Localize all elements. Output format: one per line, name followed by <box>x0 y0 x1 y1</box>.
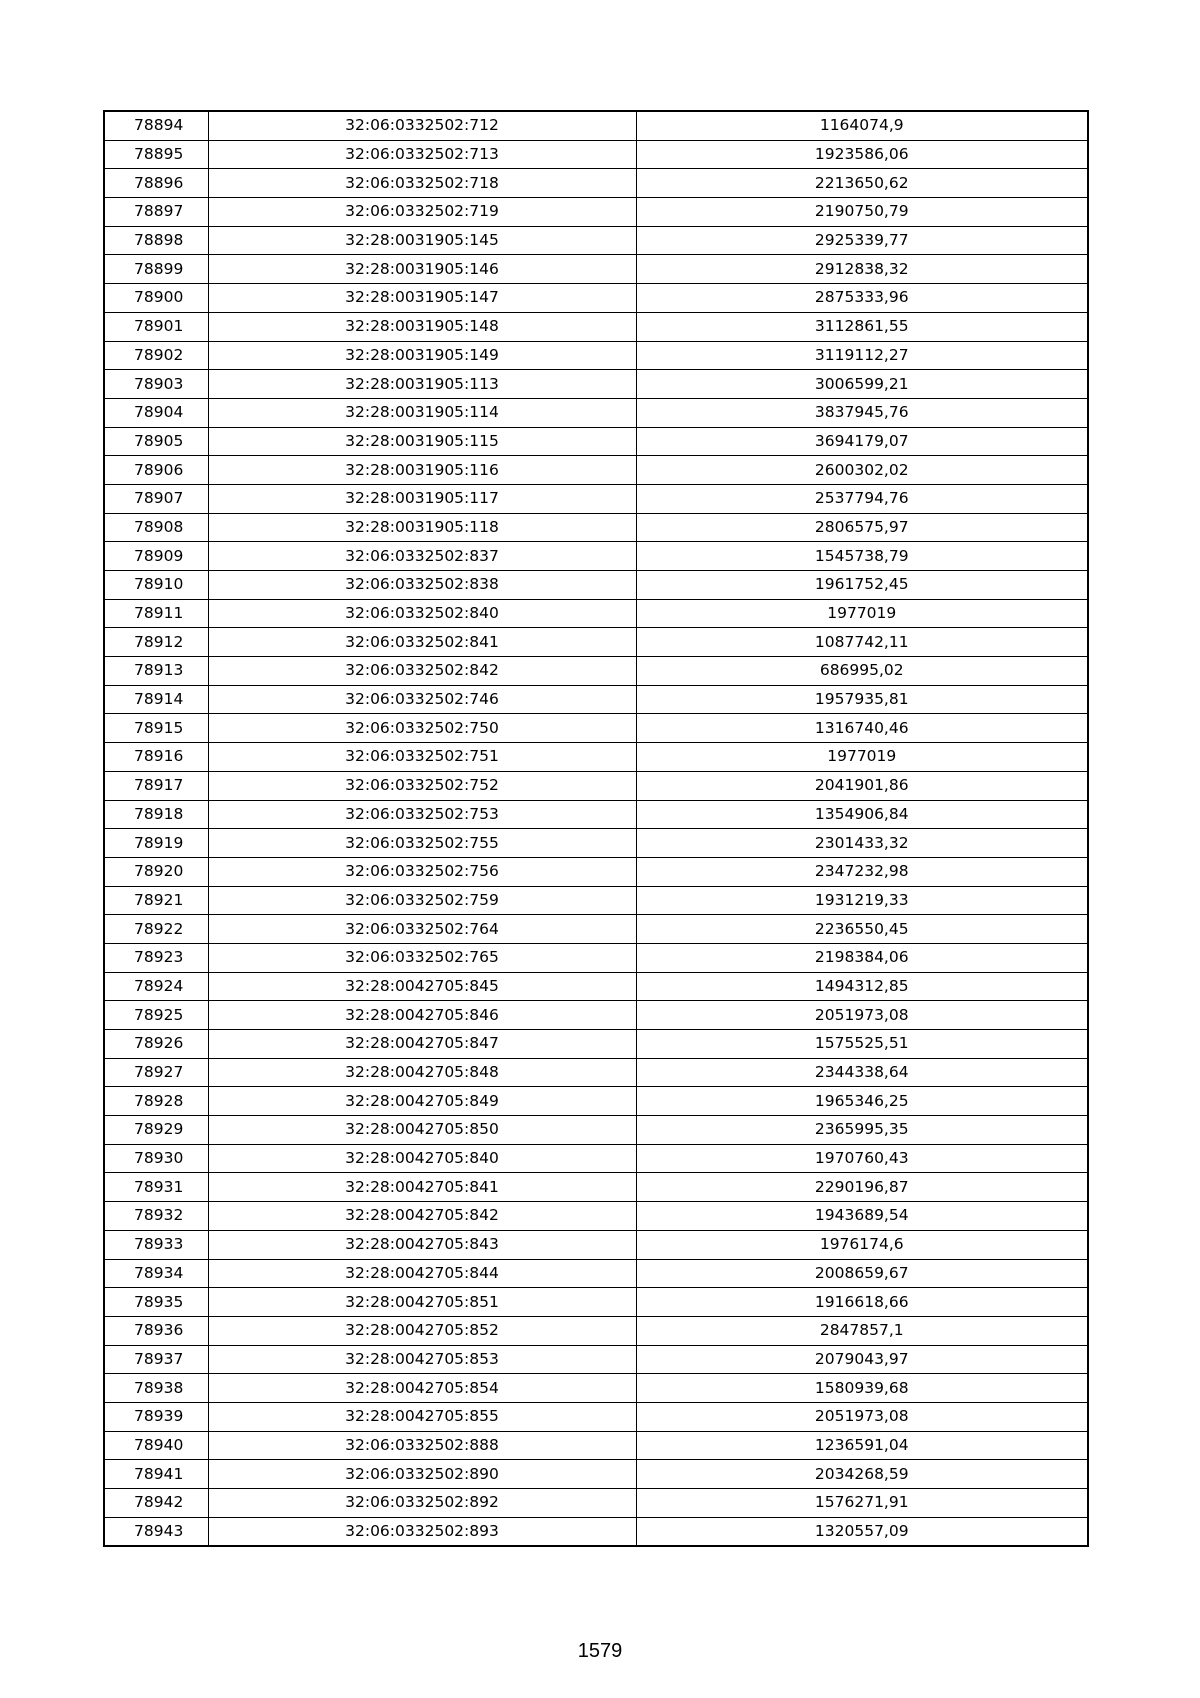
row-number-cell: 78934 <box>104 1259 208 1288</box>
value-cell: 1236591,04 <box>636 1431 1088 1460</box>
cadastral-number-cell: 32:06:0332502:840 <box>208 599 636 628</box>
cadastral-number-cell: 32:06:0332502:718 <box>208 169 636 198</box>
value-cell: 1923586,06 <box>636 140 1088 169</box>
value-cell: 1580939,68 <box>636 1374 1088 1403</box>
cadastral-number-cell: 32:06:0332502:838 <box>208 571 636 600</box>
cadastral-number-cell: 32:06:0332502:888 <box>208 1431 636 1460</box>
value-cell: 2600302,02 <box>636 456 1088 485</box>
row-number-cell: 78929 <box>104 1116 208 1145</box>
value-cell: 2925339,77 <box>636 226 1088 255</box>
row-number-cell: 78896 <box>104 169 208 198</box>
cadastral-number-cell: 32:28:0042705:849 <box>208 1087 636 1116</box>
value-cell: 2008659,67 <box>636 1259 1088 1288</box>
row-number-cell: 78911 <box>104 599 208 628</box>
page-number: 1579 <box>577 1640 623 1662</box>
row-number-cell: 78897 <box>104 198 208 227</box>
row-number-cell: 78912 <box>104 628 208 657</box>
cadastral-number-cell: 32:28:0042705:850 <box>208 1116 636 1145</box>
value-cell: 2912838,32 <box>636 255 1088 284</box>
row-number-cell: 78926 <box>104 1030 208 1059</box>
table-row <box>104 628 1088 657</box>
table-row <box>104 771 1088 800</box>
row-number-cell: 78909 <box>104 542 208 571</box>
row-number-cell: 78898 <box>104 226 208 255</box>
table-row <box>104 1517 1088 1546</box>
cadastral-number-cell: 32:06:0332502:841 <box>208 628 636 657</box>
row-number-cell: 78916 <box>104 743 208 772</box>
row-number-cell: 78910 <box>104 571 208 600</box>
value-cell: 2079043,97 <box>636 1345 1088 1374</box>
value-cell: 2190750,79 <box>636 198 1088 227</box>
row-number-cell: 78939 <box>104 1402 208 1431</box>
cadastral-number-cell: 32:06:0332502:750 <box>208 714 636 743</box>
cadastral-number-cell: 32:28:0031905:118 <box>208 513 636 542</box>
row-number-cell: 78903 <box>104 370 208 399</box>
cadastral-number-cell: 32:06:0332502:765 <box>208 943 636 972</box>
table-row <box>104 1030 1088 1059</box>
table-row <box>104 571 1088 600</box>
cadastral-number-cell: 32:28:0042705:848 <box>208 1058 636 1087</box>
cadastral-number-cell: 32:06:0332502:753 <box>208 800 636 829</box>
data-table <box>103 110 1089 1547</box>
value-cell: 686995,02 <box>636 657 1088 686</box>
value-cell: 2041901,86 <box>636 771 1088 800</box>
value-cell: 3119112,27 <box>636 341 1088 370</box>
cadastral-number-cell: 32:06:0332502:764 <box>208 915 636 944</box>
cadastral-number-cell: 32:28:0042705:842 <box>208 1202 636 1231</box>
table-row <box>104 599 1088 628</box>
value-cell: 2875333,96 <box>636 284 1088 313</box>
cadastral-number-cell: 32:28:0042705:845 <box>208 972 636 1001</box>
row-number-cell: 78894 <box>104 111 208 140</box>
row-number-cell: 78917 <box>104 771 208 800</box>
cadastral-number-cell: 32:28:0042705:843 <box>208 1230 636 1259</box>
value-cell: 1970760,43 <box>636 1144 1088 1173</box>
value-cell: 2365995,35 <box>636 1116 1088 1145</box>
value-cell: 1545738,79 <box>636 542 1088 571</box>
row-number-cell: 78922 <box>104 915 208 944</box>
row-number-cell: 78906 <box>104 456 208 485</box>
row-number-cell: 78925 <box>104 1001 208 1030</box>
cadastral-number-cell: 32:06:0332502:755 <box>208 829 636 858</box>
value-cell: 1961752,45 <box>636 571 1088 600</box>
row-number-cell: 78899 <box>104 255 208 284</box>
value-cell: 2806575,97 <box>636 513 1088 542</box>
cadastral-number-cell: 32:28:0031905:147 <box>208 284 636 313</box>
value-cell: 1965346,25 <box>636 1087 1088 1116</box>
cadastral-number-cell: 32:06:0332502:893 <box>208 1517 636 1546</box>
table-row <box>104 513 1088 542</box>
table-row <box>104 972 1088 1001</box>
value-cell: 3112861,55 <box>636 312 1088 341</box>
value-cell: 2347232,98 <box>636 857 1088 886</box>
value-cell: 2051973,08 <box>636 1001 1088 1030</box>
cadastral-number-cell: 32:28:0042705:841 <box>208 1173 636 1202</box>
table-row <box>104 1316 1088 1345</box>
table-row <box>104 1402 1088 1431</box>
table-row <box>104 1431 1088 1460</box>
cadastral-number-cell: 32:28:0042705:854 <box>208 1374 636 1403</box>
cadastral-number-cell: 32:28:0042705:851 <box>208 1288 636 1317</box>
value-cell: 1576271,91 <box>636 1489 1088 1518</box>
table-row <box>104 284 1088 313</box>
table-row <box>104 1460 1088 1489</box>
cadastral-number-cell: 32:06:0332502:713 <box>208 140 636 169</box>
value-cell: 1977019 <box>636 599 1088 628</box>
table-row <box>104 1374 1088 1403</box>
row-number-cell: 78933 <box>104 1230 208 1259</box>
table-row <box>104 1230 1088 1259</box>
row-number-cell: 78942 <box>104 1489 208 1518</box>
cadastral-number-cell: 32:06:0332502:746 <box>208 685 636 714</box>
table-row <box>104 456 1088 485</box>
row-number-cell: 78921 <box>104 886 208 915</box>
row-number-cell: 78907 <box>104 484 208 513</box>
cadastral-number-cell: 32:06:0332502:890 <box>208 1460 636 1489</box>
value-cell: 1575525,51 <box>636 1030 1088 1059</box>
table-row <box>104 255 1088 284</box>
row-number-cell: 78900 <box>104 284 208 313</box>
cadastral-number-cell: 32:06:0332502:759 <box>208 886 636 915</box>
table-row <box>104 198 1088 227</box>
value-cell: 2290196,87 <box>636 1173 1088 1202</box>
table-row <box>104 140 1088 169</box>
cadastral-number-cell: 32:28:0031905:145 <box>208 226 636 255</box>
value-cell: 2847857,1 <box>636 1316 1088 1345</box>
value-cell: 2198384,06 <box>636 943 1088 972</box>
value-cell: 2051973,08 <box>636 1402 1088 1431</box>
row-number-cell: 78924 <box>104 972 208 1001</box>
cadastral-number-cell: 32:06:0332502:752 <box>208 771 636 800</box>
row-number-cell: 78914 <box>104 685 208 714</box>
cadastral-number-cell: 32:28:0031905:149 <box>208 341 636 370</box>
value-cell: 1316740,46 <box>636 714 1088 743</box>
cadastral-number-cell: 32:06:0332502:842 <box>208 657 636 686</box>
row-number-cell: 78943 <box>104 1517 208 1546</box>
row-number-cell: 78923 <box>104 943 208 972</box>
table-body <box>104 111 1088 1546</box>
cadastral-number-cell: 32:28:0042705:847 <box>208 1030 636 1059</box>
row-number-cell: 78908 <box>104 513 208 542</box>
table-row <box>104 169 1088 198</box>
cadastral-number-cell: 32:06:0332502:837 <box>208 542 636 571</box>
cadastral-number-cell: 32:28:0031905:146 <box>208 255 636 284</box>
value-cell: 2537794,76 <box>636 484 1088 513</box>
row-number-cell: 78918 <box>104 800 208 829</box>
value-cell: 2344338,64 <box>636 1058 1088 1087</box>
row-number-cell: 78913 <box>104 657 208 686</box>
table-row <box>104 341 1088 370</box>
row-number-cell: 78895 <box>104 140 208 169</box>
table-row <box>104 1288 1088 1317</box>
table-row <box>104 484 1088 513</box>
cadastral-number-cell: 32:28:0042705:853 <box>208 1345 636 1374</box>
table-row <box>104 857 1088 886</box>
table-row <box>104 800 1088 829</box>
row-number-cell: 78930 <box>104 1144 208 1173</box>
value-cell: 2301433,32 <box>636 829 1088 858</box>
value-cell: 3694179,07 <box>636 427 1088 456</box>
value-cell: 2236550,45 <box>636 915 1088 944</box>
row-number-cell: 78901 <box>104 312 208 341</box>
row-number-cell: 78927 <box>104 1058 208 1087</box>
table-row <box>104 743 1088 772</box>
row-number-cell: 78915 <box>104 714 208 743</box>
row-number-cell: 78932 <box>104 1202 208 1231</box>
value-cell: 1087742,11 <box>636 628 1088 657</box>
cadastral-number-cell: 32:28:0042705:840 <box>208 1144 636 1173</box>
table-row <box>104 398 1088 427</box>
cadastral-number-cell: 32:06:0332502:751 <box>208 743 636 772</box>
value-cell: 3006599,21 <box>636 370 1088 399</box>
cadastral-number-cell: 32:28:0031905:148 <box>208 312 636 341</box>
table-row <box>104 1001 1088 1030</box>
table-row <box>104 312 1088 341</box>
cadastral-number-cell: 32:28:0042705:852 <box>208 1316 636 1345</box>
value-cell: 1916618,66 <box>636 1288 1088 1317</box>
table-row <box>104 111 1088 140</box>
cadastral-number-cell: 32:28:0042705:855 <box>208 1402 636 1431</box>
table-row <box>104 1173 1088 1202</box>
cadastral-number-cell: 32:28:0031905:113 <box>208 370 636 399</box>
table-row <box>104 1144 1088 1173</box>
value-cell: 1164074,9 <box>636 111 1088 140</box>
table-row <box>104 1489 1088 1518</box>
cadastral-number-cell: 32:28:0031905:116 <box>208 456 636 485</box>
value-cell: 1957935,81 <box>636 685 1088 714</box>
value-cell: 1943689,54 <box>636 1202 1088 1231</box>
value-cell: 1494312,85 <box>636 972 1088 1001</box>
row-number-cell: 78920 <box>104 857 208 886</box>
value-cell: 1976174,6 <box>636 1230 1088 1259</box>
row-number-cell: 78905 <box>104 427 208 456</box>
value-cell: 1320557,09 <box>636 1517 1088 1546</box>
table-row <box>104 1259 1088 1288</box>
value-cell: 1977019 <box>636 743 1088 772</box>
table-row <box>104 226 1088 255</box>
table-row <box>104 829 1088 858</box>
cadastral-number-cell: 32:06:0332502:892 <box>208 1489 636 1518</box>
row-number-cell: 78902 <box>104 341 208 370</box>
cadastral-number-cell: 32:06:0332502:719 <box>208 198 636 227</box>
table-row <box>104 1116 1088 1145</box>
table-row <box>104 943 1088 972</box>
row-number-cell: 78904 <box>104 398 208 427</box>
table-row <box>104 542 1088 571</box>
cadastral-number-cell: 32:06:0332502:756 <box>208 857 636 886</box>
table-row <box>104 657 1088 686</box>
table-row <box>104 915 1088 944</box>
row-number-cell: 78935 <box>104 1288 208 1317</box>
table-row <box>104 886 1088 915</box>
table-row <box>104 370 1088 399</box>
table-row <box>104 714 1088 743</box>
cadastral-number-cell: 32:28:0031905:115 <box>208 427 636 456</box>
table-row <box>104 427 1088 456</box>
value-cell: 2034268,59 <box>636 1460 1088 1489</box>
row-number-cell: 78931 <box>104 1173 208 1202</box>
row-number-cell: 78938 <box>104 1374 208 1403</box>
cadastral-number-cell: 32:28:0042705:846 <box>208 1001 636 1030</box>
value-cell: 1354906,84 <box>636 800 1088 829</box>
table-row <box>104 685 1088 714</box>
cadastral-number-cell: 32:28:0031905:117 <box>208 484 636 513</box>
value-cell: 2213650,62 <box>636 169 1088 198</box>
cadastral-number-cell: 32:06:0332502:712 <box>208 111 636 140</box>
cadastral-number-cell: 32:28:0031905:114 <box>208 398 636 427</box>
row-number-cell: 78937 <box>104 1345 208 1374</box>
row-number-cell: 78919 <box>104 829 208 858</box>
table-row <box>104 1058 1088 1087</box>
table-row <box>104 1202 1088 1231</box>
row-number-cell: 78941 <box>104 1460 208 1489</box>
value-cell: 3837945,76 <box>636 398 1088 427</box>
cadastral-number-cell: 32:28:0042705:844 <box>208 1259 636 1288</box>
value-cell: 1931219,33 <box>636 886 1088 915</box>
table-row <box>104 1345 1088 1374</box>
row-number-cell: 78936 <box>104 1316 208 1345</box>
table-row <box>104 1087 1088 1116</box>
row-number-cell: 78928 <box>104 1087 208 1116</box>
row-number-cell: 78940 <box>104 1431 208 1460</box>
